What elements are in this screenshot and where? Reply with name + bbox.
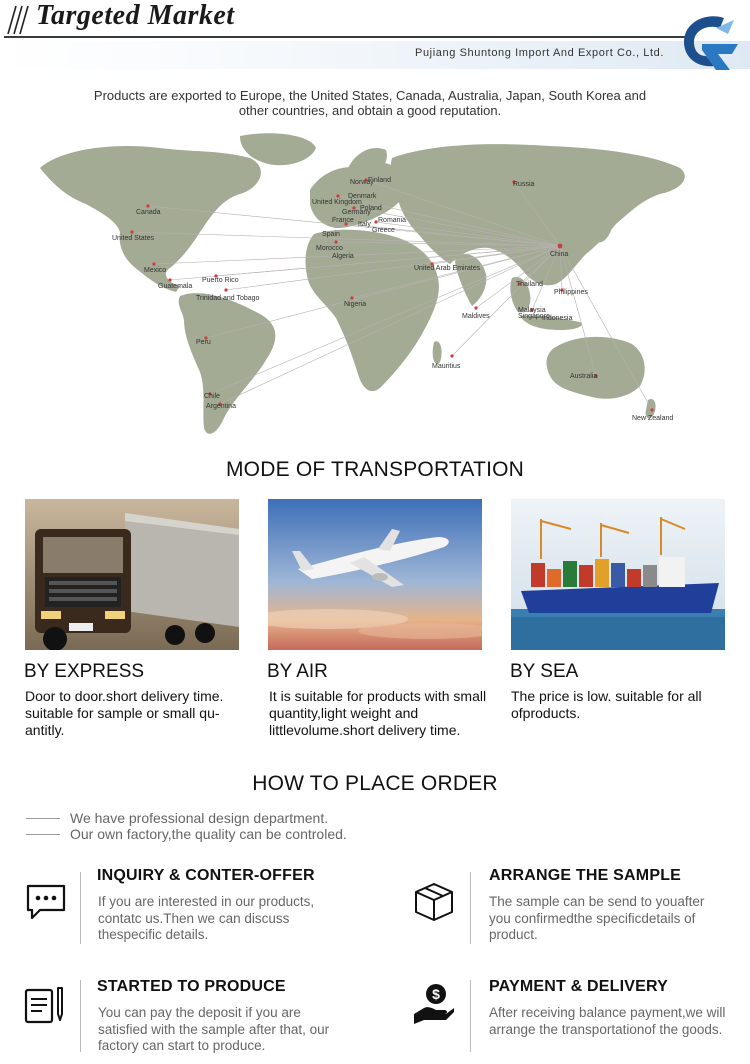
map-label-spain: Spain xyxy=(322,231,340,238)
map-label-china: China xyxy=(550,251,569,258)
map-label-greece: Greece xyxy=(372,227,395,234)
map-label-trinidad: Trinidad and Tobago xyxy=(196,295,260,302)
world-map xyxy=(20,128,720,443)
page-header xyxy=(0,0,750,72)
sea-label: BY SEA xyxy=(510,661,579,682)
express-description: Door to door.short delivery time. suitable for sample or small qu-antitly. xyxy=(25,688,224,738)
sea-ship-image xyxy=(511,499,725,650)
map-label-new-zealand: New Zealand xyxy=(632,415,674,422)
step-desc-payment: After receiving balance payment,we will arrange the transportationof the goods. xyxy=(489,1005,726,1037)
express-truck-image xyxy=(25,499,239,650)
map-label-guatemala: Guatemala xyxy=(158,283,193,290)
map-label-mauritius: Mauritius xyxy=(432,363,461,370)
map-label-italy: Italy xyxy=(358,221,371,228)
air-plane-image xyxy=(268,499,482,650)
map-label-nigeria: Nigeria xyxy=(344,301,367,308)
map-label-finland: Finland xyxy=(368,177,391,184)
sea-description: The price is low. suitable for all ofproducts. xyxy=(511,688,702,721)
map-label-singapore: Singapore xyxy=(518,313,550,320)
map-label-philippines: Philippines xyxy=(554,289,588,296)
map-label-france: France xyxy=(332,217,354,224)
marker-china xyxy=(558,244,563,249)
step-divider xyxy=(470,980,471,1052)
order-heading: HOW TO PLACE ORDER xyxy=(252,772,498,795)
map-label-united-kingdom: United Kingdom xyxy=(312,199,362,206)
map-label-maldives: Maldives xyxy=(462,313,490,320)
map-label-romania: Romania xyxy=(378,217,407,224)
company-name: Pujiang Shuntong Import And Export Co., Ltd. xyxy=(415,47,664,59)
map-label-thailand: Thailand xyxy=(516,281,543,288)
map-label-canada: Canada xyxy=(136,209,161,216)
map-label-morocco: Morocco xyxy=(316,245,343,252)
map-label-united-states: United States xyxy=(112,235,155,242)
step-desc-inquiry: If you are interested in our products, contatc us.Then we can discuss thespecific details. xyxy=(98,894,315,942)
info-line-decoration xyxy=(26,818,60,819)
step-divider xyxy=(470,872,471,944)
map-label-indonesia: Indonesia xyxy=(542,315,573,322)
step-title-inquiry: INQUIRY & CONTER-OFFER xyxy=(97,867,315,884)
svg-text:$: $ xyxy=(432,986,440,1002)
info-line-decoration xyxy=(26,834,60,835)
page-title: Targeted Market xyxy=(36,0,235,31)
air-description: It is suitable for products with small quantity,light weight and littlevolume.short delivery time. xyxy=(269,688,487,738)
world-map-graphic xyxy=(20,128,720,443)
air-label: BY AIR xyxy=(267,661,328,682)
step-title-sample: ARRANGE THE SAMPLE xyxy=(489,867,682,884)
step-title-produce: STARTED TO PRODUCE xyxy=(97,978,286,995)
map-label-malaysia: Malaysia xyxy=(518,307,546,314)
title-rule xyxy=(4,36,694,38)
map-label-russia: Russia xyxy=(513,181,535,188)
money-hand-icon xyxy=(412,982,456,1026)
transport-heading: MODE OF TRANSPORTATION xyxy=(225,458,525,481)
document-pen-icon xyxy=(22,984,66,1028)
map-label-chile: Chile xyxy=(204,393,220,400)
intro-text: Products are exported to Europe, the United States, Canada, Australia, Japan, South Korea and other countries, and obtain a good reputation. xyxy=(93,88,647,118)
map-label-argentina: Argentina xyxy=(206,403,236,410)
map-label-uae: United Arab Emirates xyxy=(414,265,481,272)
info-line-design: We have professional design department. xyxy=(70,810,329,826)
map-label-mexico: Mexico xyxy=(144,267,167,274)
chat-bubble-icon xyxy=(24,880,68,924)
express-label: BY EXPRESS xyxy=(24,661,145,682)
map-label-peru: Peru xyxy=(196,339,211,346)
map-label-puerto-rico: Puerto Rico xyxy=(202,277,239,284)
step-divider xyxy=(80,872,81,944)
map-label-norway: Norway xyxy=(350,179,374,186)
step-desc-produce: You can pay the deposit if you are satisfied with the sample after that, our factory can start to produce. xyxy=(98,1005,330,1053)
slash-decoration-icon xyxy=(4,4,32,36)
step-title-payment: PAYMENT & DELIVERY xyxy=(489,978,669,995)
info-line-factory: Our own factory,the quality can be controled. xyxy=(70,826,347,842)
map-label-poland: Poland xyxy=(360,205,382,212)
map-label-germany: Germany xyxy=(342,209,371,216)
map-label-denmark: Denmark xyxy=(348,193,377,200)
map-label-australia: Australia xyxy=(570,373,598,380)
step-divider xyxy=(80,980,81,1052)
step-desc-sample: The sample can be send to youafter you confirmedthe specificdetails of product. xyxy=(489,894,705,942)
company-logo-icon xyxy=(676,10,742,72)
box-icon xyxy=(412,880,456,924)
map-label-algeria: Algeria xyxy=(332,253,354,260)
